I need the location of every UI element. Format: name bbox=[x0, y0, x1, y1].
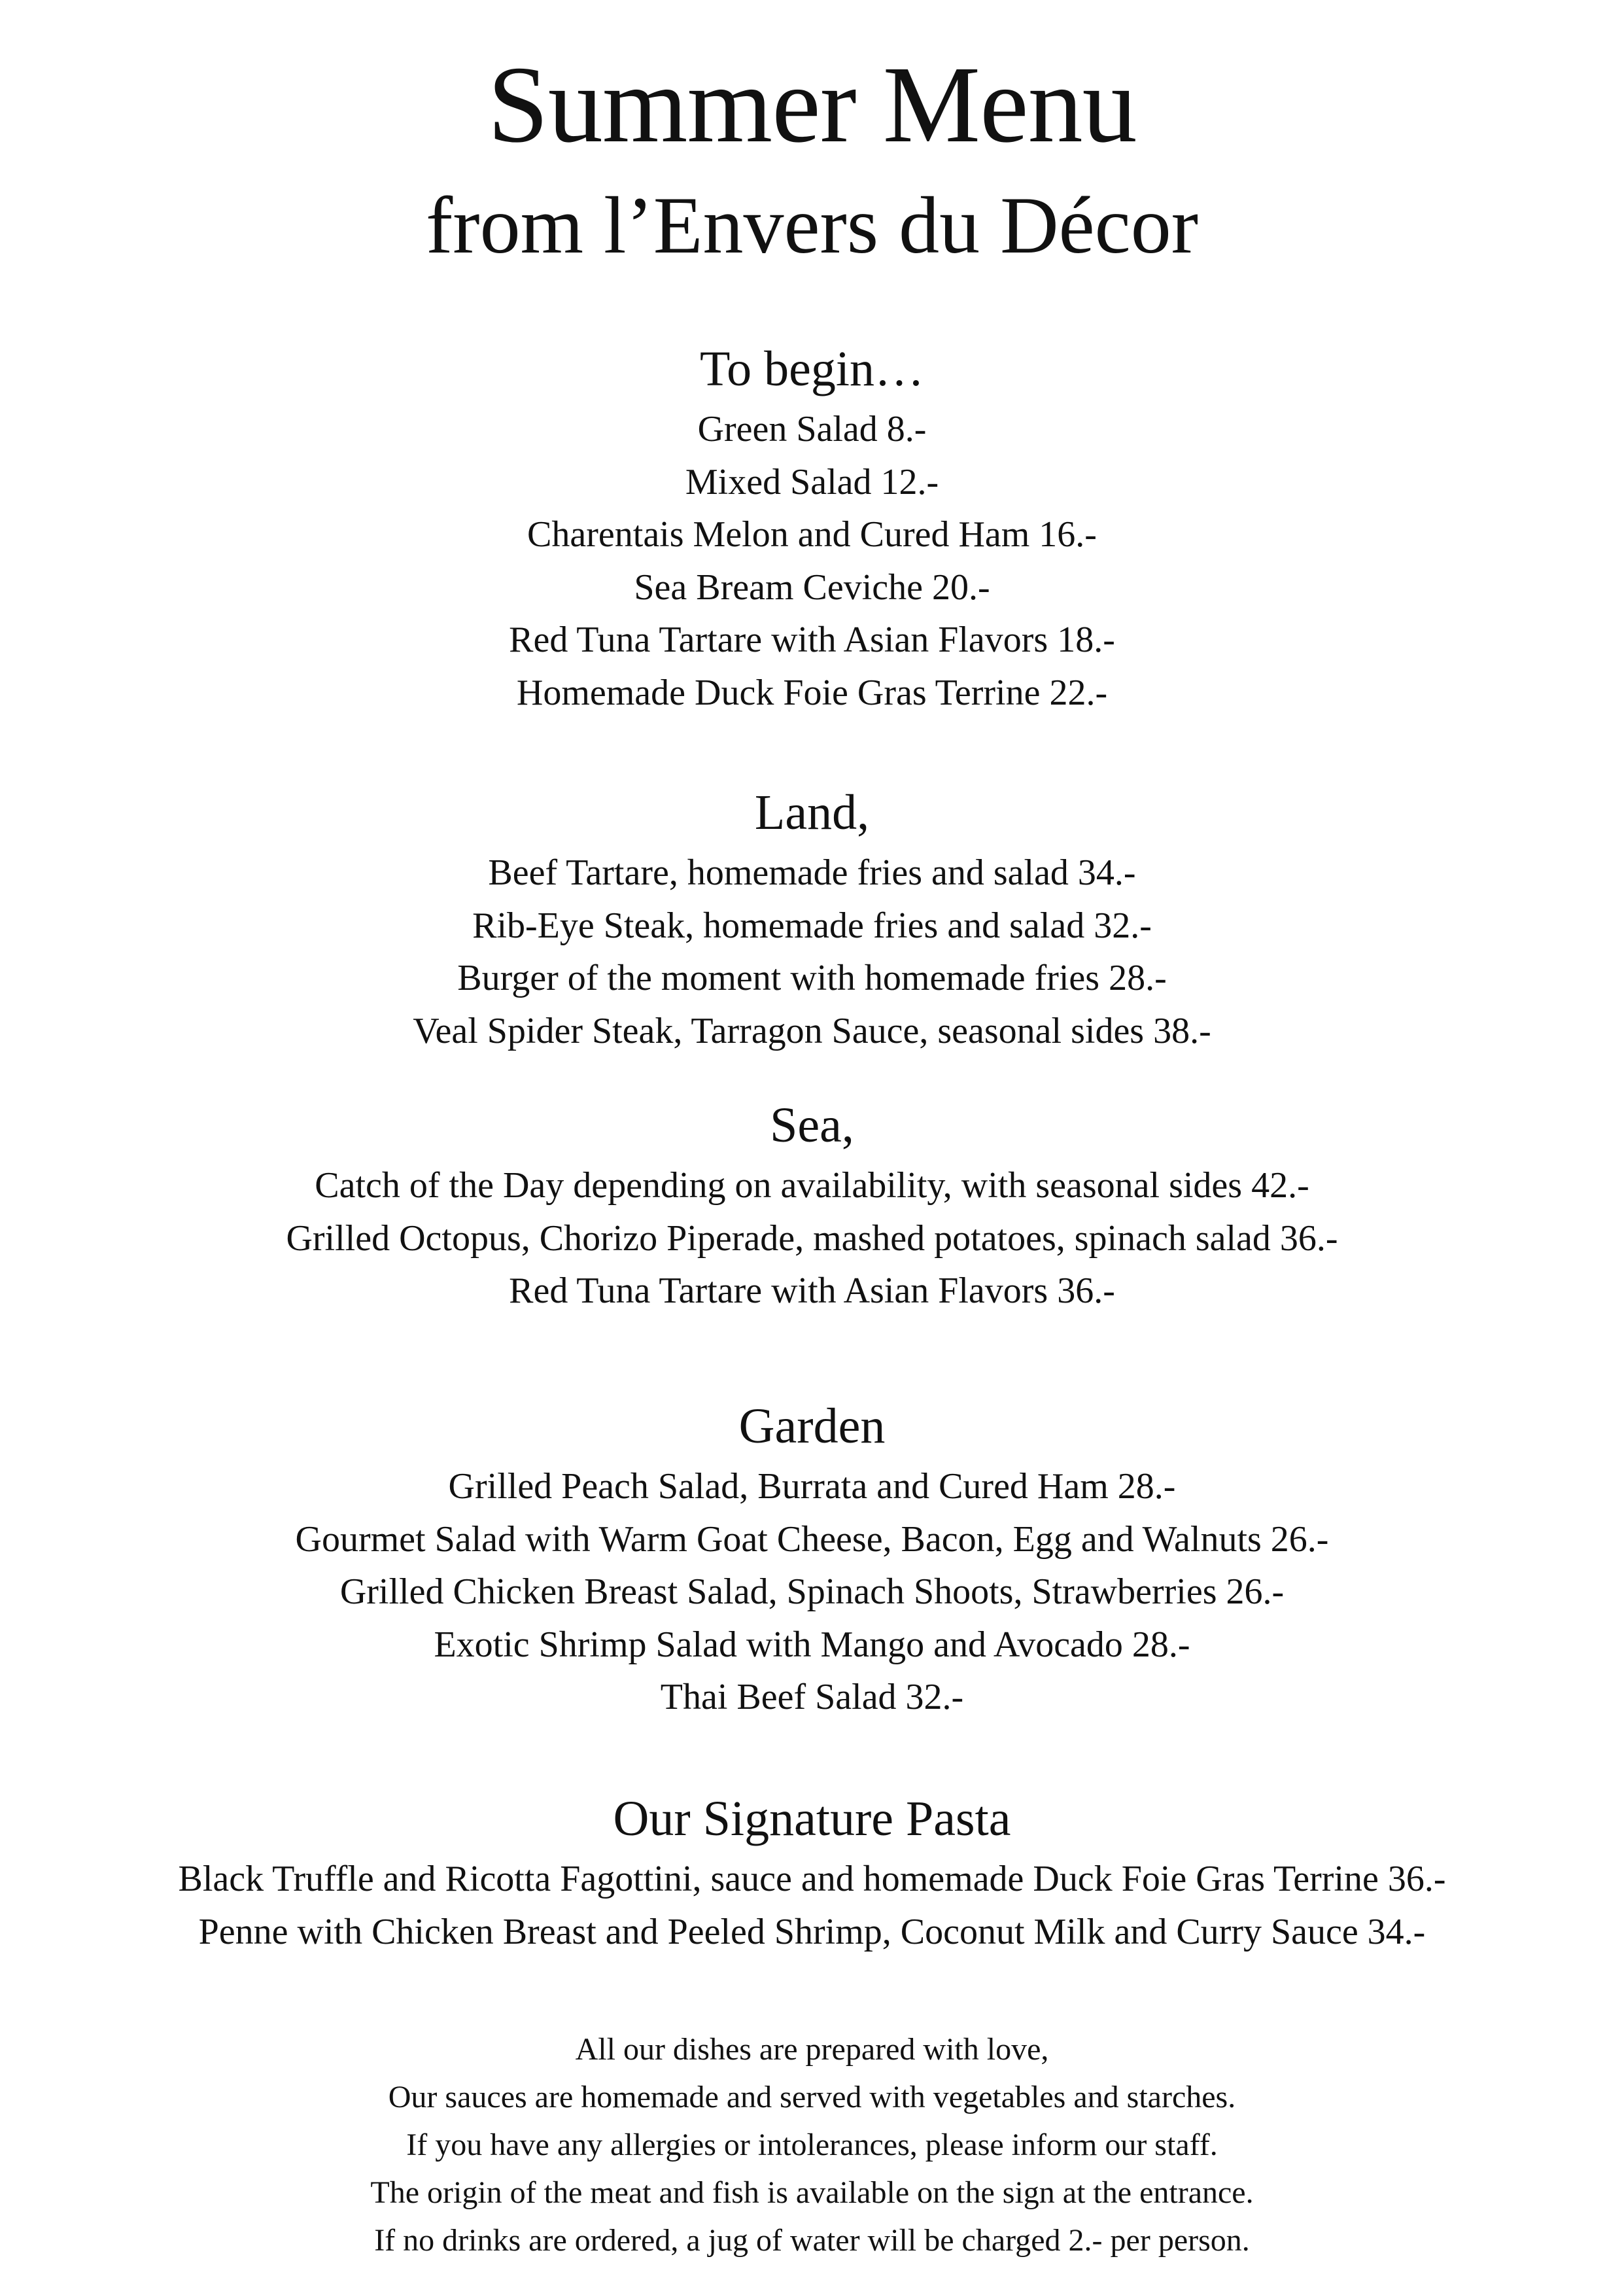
footer-line: All our dishes are prepared with love, bbox=[575, 2032, 1049, 2067]
menu-item: Exotic Shrimp Salad with Mango and Avocado 28.- bbox=[434, 1624, 1190, 1665]
footer-line: Our sauces are homemade and served with vegetables and starches. bbox=[388, 2080, 1236, 2114]
section-garden bbox=[0, 1392, 1624, 1724]
land-list bbox=[0, 847, 1624, 1057]
pasta-list bbox=[0, 1853, 1624, 1958]
section-heading-pasta: Our Signature Pasta bbox=[613, 1791, 1011, 1846]
section-heading-garden: Garden bbox=[738, 1399, 886, 1454]
menu-item: Penne with Chicken Breast and Peeled Shrimp, Coconut Milk and Curry Sauce 34.- bbox=[198, 1911, 1426, 1952]
menu-item: Charentais Melon and Cured Ham 16.- bbox=[527, 514, 1097, 555]
garden-list bbox=[0, 1460, 1624, 1724]
section-starters bbox=[0, 335, 1624, 719]
menu-item: Grilled Octopus, Chorizo Piperade, mashed potatoes, spinach salad 36.- bbox=[286, 1218, 1338, 1259]
starters-list bbox=[0, 403, 1624, 719]
menu-subtitle: from l’Envers du Décor bbox=[425, 181, 1199, 270]
menu-item: Black Truffle and Ricotta Fagottini, sauce and homemade Duck Foie Gras Terrine 36.- bbox=[178, 1859, 1446, 1899]
footer-line: If no drinks are ordered, a jug of water will be charged 2.- per person. bbox=[374, 2223, 1250, 2258]
sea-list bbox=[0, 1159, 1624, 1318]
menu-item: Beef Tartare, homemade fries and salad 34.- bbox=[488, 852, 1136, 893]
menu-item: Red Tuna Tartare with Asian Flavors 36.- bbox=[509, 1270, 1115, 1311]
menu-item: Gourmet Salad with Warm Goat Cheese, Bacon, Egg and Walnuts 26.- bbox=[295, 1518, 1329, 1560]
section-land bbox=[0, 779, 1624, 1057]
footer-line: If you have any allergies or intolerances, please inform our staff. bbox=[406, 2128, 1218, 2162]
menu-item: Grilled Peach Salad, Burrata and Cured Ham 28.- bbox=[448, 1466, 1176, 1507]
menu-item: Grilled Chicken Breast Salad, Spinach Shoots, Strawberries 26.- bbox=[339, 1571, 1285, 1612]
section-heading-land: Land, bbox=[754, 785, 870, 840]
menu-item: Sea Bream Ceviche 20.- bbox=[634, 567, 990, 608]
section-heading-starters: To begin… bbox=[700, 342, 924, 396]
menu-item: Catch of the Day depending on availability, with seasonal sides 42.- bbox=[315, 1165, 1309, 1206]
menu-item: Thai Beef Salad 32.- bbox=[660, 1677, 964, 1717]
section-heading-sea: Sea, bbox=[770, 1098, 854, 1153]
menu-item: Veal Spider Steak, Tarragon Sauce, seasonal sides 38.- bbox=[413, 1010, 1211, 1051]
footer-line: The origin of the meat and fish is available on the sign at the entrance. bbox=[370, 2175, 1254, 2210]
menu-item: Red Tuna Tartare with Asian Flavors 18.- bbox=[509, 620, 1115, 660]
menu-item: Rib-Eye Steak, homemade fries and salad 32.- bbox=[472, 905, 1152, 946]
menu-item: Green Salad 8.- bbox=[697, 409, 927, 449]
menu-item: Homemade Duck Foie Gras Terrine 22.- bbox=[516, 672, 1108, 713]
menu-item: Burger of the moment with homemade fries 28.- bbox=[457, 958, 1167, 998]
footer-notes bbox=[0, 2025, 1624, 2264]
section-pasta bbox=[0, 1785, 1624, 1958]
section-sea bbox=[0, 1091, 1624, 1318]
menu-title: Summer Menu bbox=[487, 44, 1137, 166]
menu-item: Mixed Salad 12.- bbox=[685, 461, 939, 502]
